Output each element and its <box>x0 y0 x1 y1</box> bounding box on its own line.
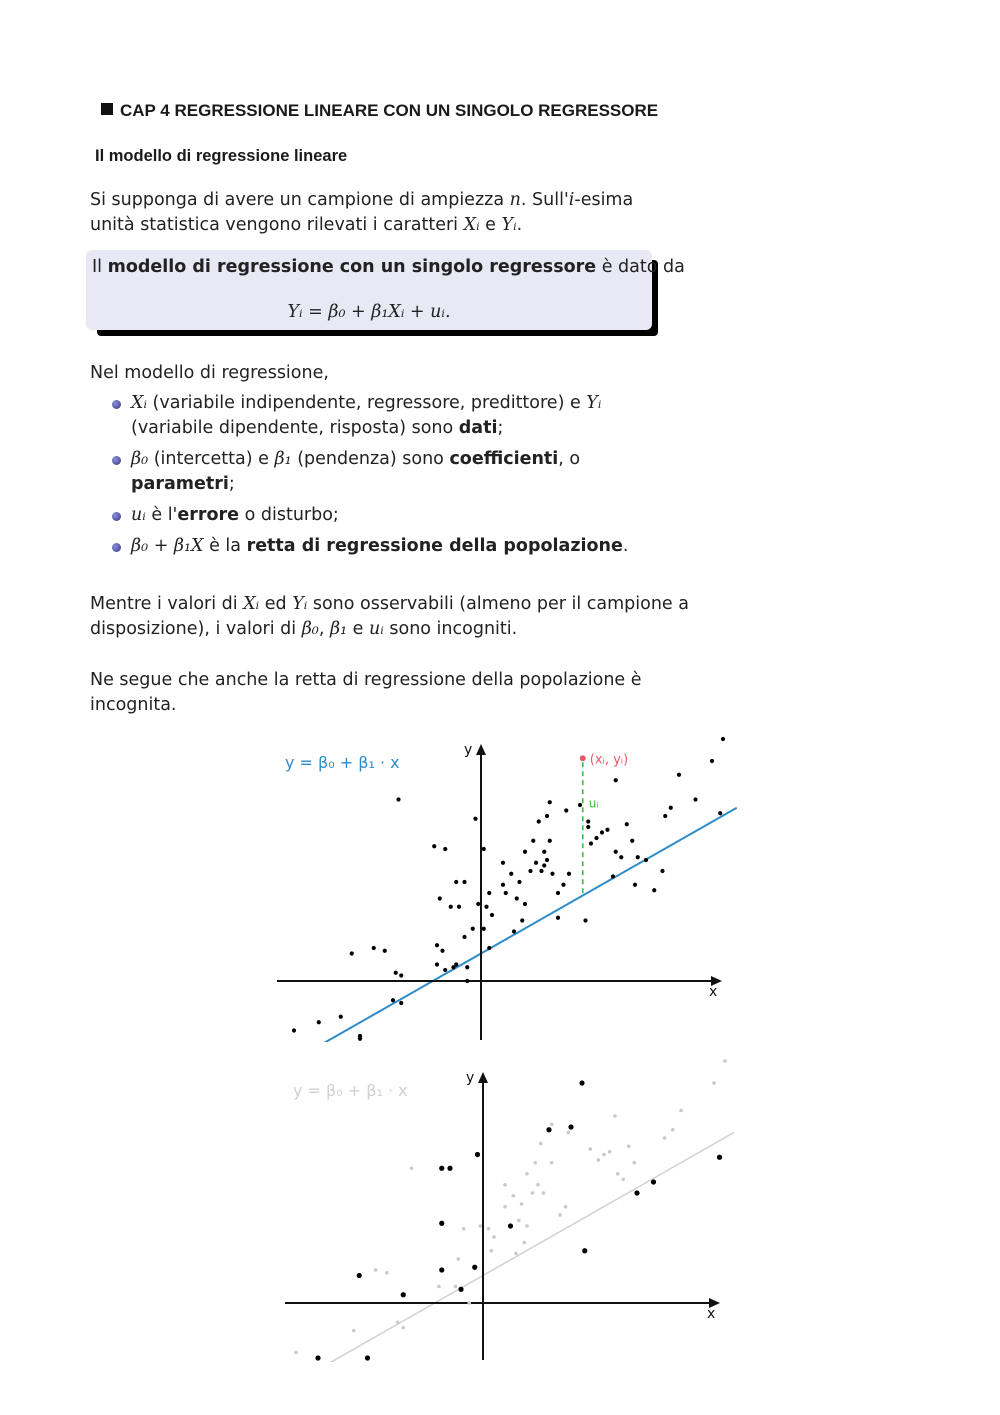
regression-line <box>269 808 737 1074</box>
sample-point <box>508 1223 513 1228</box>
data-point <box>636 855 640 859</box>
faded-data-point <box>613 1114 617 1118</box>
intro-paragraph: Si supponga di avere un campione di ampiezza n. Sull'i-esima unità statistica vengono rilevati i caratteri Xᵢ e Yᵢ. <box>90 190 634 235</box>
data-point <box>600 830 604 834</box>
data-point <box>677 773 681 777</box>
regression-equation: Yᵢ = β₀ + β₁Xᵢ + uᵢ. <box>287 302 451 322</box>
faded-data-point <box>602 1153 606 1157</box>
faded-data-point <box>525 1172 529 1176</box>
faded-data-point <box>489 1249 493 1253</box>
data-point <box>317 1020 321 1024</box>
data-point <box>512 929 516 933</box>
faded-data-point <box>374 1268 378 1272</box>
data-point <box>614 850 618 854</box>
sample-point <box>546 1127 551 1132</box>
faded-data-point <box>503 1205 507 1209</box>
faded-data-point <box>539 1142 543 1146</box>
section-title: Il modello di regressione lineare <box>95 147 348 165</box>
data-point <box>501 861 505 865</box>
data-point <box>490 913 494 917</box>
data-point <box>586 819 590 823</box>
faded-data-point <box>533 1161 537 1165</box>
sample-point <box>365 1355 370 1360</box>
data-point <box>542 850 546 854</box>
sample-point <box>651 1179 656 1184</box>
sample-point <box>475 1152 480 1157</box>
data-point <box>520 918 524 922</box>
data-point <box>669 806 673 810</box>
faded-data-point <box>401 1326 405 1330</box>
data-point <box>454 880 458 884</box>
list-intro: Nel modello di regressione, <box>90 363 329 383</box>
data-point <box>438 896 442 900</box>
x-axis-label: x <box>709 984 718 1000</box>
data-point <box>515 896 519 900</box>
sample-point <box>315 1355 320 1360</box>
data-point <box>391 998 395 1002</box>
data-point <box>339 1015 343 1019</box>
data-point <box>465 979 469 983</box>
data-point <box>523 902 527 906</box>
faded-data-point <box>588 1147 592 1151</box>
faded-data-point <box>550 1161 554 1165</box>
data-point <box>548 800 552 804</box>
sample-point <box>401 1292 406 1297</box>
data-point <box>594 836 598 840</box>
residual-label: uᵢ <box>588 796 599 811</box>
data-point <box>663 814 667 818</box>
faded-data-point <box>511 1194 515 1198</box>
data-point <box>465 965 469 969</box>
data-point <box>614 778 618 782</box>
data-point <box>567 872 571 876</box>
data-point <box>545 814 549 818</box>
data-point <box>633 883 637 887</box>
faded-data-point <box>616 1172 620 1176</box>
chapter-title-text: CAP 4 REGRESSIONE LINEARE CON UN SINGOLO REGRESSORE <box>120 101 659 120</box>
definition-text: Il modello di regressione con un singolo regressore è dato da <box>92 257 685 277</box>
highlight-point-label: (xᵢ, yᵢ) <box>589 752 629 768</box>
faded-data-point <box>608 1150 612 1154</box>
data-point <box>693 797 697 801</box>
faded-data-point <box>514 1252 518 1256</box>
sample-point <box>439 1221 444 1226</box>
data-point <box>383 949 387 953</box>
data-point <box>564 808 568 812</box>
data-point <box>550 872 554 876</box>
faded-data-point <box>487 1227 491 1231</box>
data-point <box>372 946 376 950</box>
data-point <box>556 891 560 895</box>
sample-point <box>447 1166 452 1171</box>
data-point <box>399 1001 403 1005</box>
faded-data-point <box>478 1224 482 1228</box>
faded-data-point <box>679 1109 683 1113</box>
data-point <box>644 858 648 862</box>
regression-line-label: y = β₀ + β₁ · x <box>285 753 400 772</box>
data-point <box>537 819 541 823</box>
faded-data-point <box>352 1329 356 1333</box>
list-item: Xᵢ (variabile indipendente, regressore, predittore) e Yᵢ (variabile dipendente, risposta) sono dati; <box>110 391 650 441</box>
y-axis-label: y <box>466 1070 475 1086</box>
faded-data-point <box>597 1158 601 1162</box>
sample-point <box>472 1265 477 1270</box>
data-point <box>440 949 444 953</box>
faded-data-point <box>294 1351 298 1355</box>
data-point <box>399 973 403 977</box>
faded-data-point <box>671 1128 675 1132</box>
data-point <box>501 883 505 887</box>
regression-line <box>271 1130 739 1396</box>
unknown-line-paragraph: Ne segue che anche la retta di regressione della popolazione è incognita. <box>90 670 642 715</box>
data-point <box>589 841 593 845</box>
sample-point <box>579 1080 584 1085</box>
sample-point <box>582 1248 587 1253</box>
observability-paragraph: Mentre i valori di Xᵢ ed Yᵢ sono osservabili (almeno per il campione a disposizione), i valori di β₀, β₁ e uᵢ sono incogniti. <box>90 594 689 639</box>
data-point <box>443 847 447 851</box>
faded-data-point <box>456 1257 460 1261</box>
y-axis-label: y <box>464 742 473 758</box>
sample-point <box>458 1287 463 1292</box>
faded-data-point <box>632 1161 636 1165</box>
sample-point <box>439 1166 444 1171</box>
data-point <box>394 971 398 975</box>
data-point <box>586 825 590 829</box>
data-point <box>435 962 439 966</box>
data-point <box>462 880 466 884</box>
faded-data-point <box>522 1241 526 1245</box>
data-point <box>556 916 560 920</box>
faded-data-point <box>566 1131 570 1135</box>
data-point <box>561 883 565 887</box>
data-point <box>432 844 436 848</box>
faded-data-point <box>712 1081 716 1085</box>
data-point <box>710 759 714 763</box>
data-point <box>542 863 546 867</box>
data-point <box>487 946 491 950</box>
data-point <box>660 869 664 873</box>
sample-point <box>634 1190 639 1195</box>
data-point <box>721 737 725 741</box>
data-point <box>482 927 486 931</box>
sample-point <box>568 1124 573 1129</box>
faded-data-point <box>627 1144 631 1148</box>
data-point <box>462 935 466 939</box>
data-point <box>473 817 477 821</box>
faded-data-point <box>564 1205 568 1209</box>
data-point <box>583 918 587 922</box>
data-point <box>292 1028 296 1032</box>
data-point <box>548 839 552 843</box>
faded-data-point <box>454 1285 458 1289</box>
data-point <box>523 850 527 854</box>
faded-data-point <box>385 1271 389 1275</box>
scatter-chart-2 <box>271 1059 739 1396</box>
data-point <box>531 839 535 843</box>
data-point <box>528 869 532 873</box>
faded-data-point <box>558 1213 562 1217</box>
data-point <box>484 905 488 909</box>
data-point <box>482 847 486 851</box>
data-point <box>718 811 722 815</box>
data-point <box>539 869 543 873</box>
sample-point <box>717 1155 722 1160</box>
data-point <box>358 1037 362 1041</box>
data-point <box>605 828 609 832</box>
data-point <box>625 822 629 826</box>
x-axis-label: x <box>707 1306 716 1322</box>
data-point <box>457 905 461 909</box>
y-axis-arrow-icon <box>478 1072 488 1083</box>
data-point <box>611 874 615 878</box>
data-point <box>454 962 458 966</box>
faded-data-point <box>437 1285 441 1289</box>
faded-data-point <box>503 1183 507 1187</box>
data-point <box>471 927 475 931</box>
data-point <box>578 803 582 807</box>
faded-data-point <box>410 1166 414 1170</box>
data-point <box>545 858 549 862</box>
data-point <box>443 968 447 972</box>
data-point <box>435 943 439 947</box>
faded-data-point <box>517 1219 521 1223</box>
sample-point <box>439 1267 444 1272</box>
data-point <box>504 891 508 895</box>
data-point <box>487 891 491 895</box>
scatter-chart-1 <box>269 737 737 1074</box>
data-point <box>619 855 623 859</box>
faded-data-point <box>520 1202 524 1206</box>
data-point <box>509 872 513 876</box>
list-item: β₀ + β₁X è la retta di regressione della popolazione. <box>110 534 650 559</box>
data-point <box>449 905 453 909</box>
faded-data-point <box>462 1227 466 1231</box>
faded-data-point <box>621 1177 625 1181</box>
faded-data-point <box>396 1320 400 1324</box>
faded-data-point <box>663 1136 667 1140</box>
y-axis-arrow-icon <box>476 744 486 755</box>
faded-data-point <box>550 1122 554 1126</box>
faded-data-point <box>723 1059 727 1063</box>
list-item: uᵢ è l'errore o disturbo; <box>110 503 650 528</box>
sample-point <box>357 1273 362 1278</box>
faded-data-point <box>492 1235 496 1239</box>
faded-data-point <box>467 1301 471 1305</box>
faded-data-point <box>531 1191 535 1195</box>
data-point <box>517 880 521 884</box>
data-point <box>350 951 354 955</box>
faded-data-point <box>525 1224 529 1228</box>
regression-line-label: y = β₀ + β₁ · x <box>293 1081 408 1100</box>
data-point <box>396 797 400 801</box>
data-point <box>476 902 480 906</box>
faded-data-point <box>536 1183 540 1187</box>
faded-data-point <box>542 1191 546 1195</box>
data-point <box>630 839 634 843</box>
list-item: β₀ (intercetta) e β₁ (pendenza) sono coefficienti, o parametri; <box>110 447 650 497</box>
highlight-point <box>580 755 586 761</box>
data-point <box>652 888 656 892</box>
data-point <box>534 861 538 865</box>
